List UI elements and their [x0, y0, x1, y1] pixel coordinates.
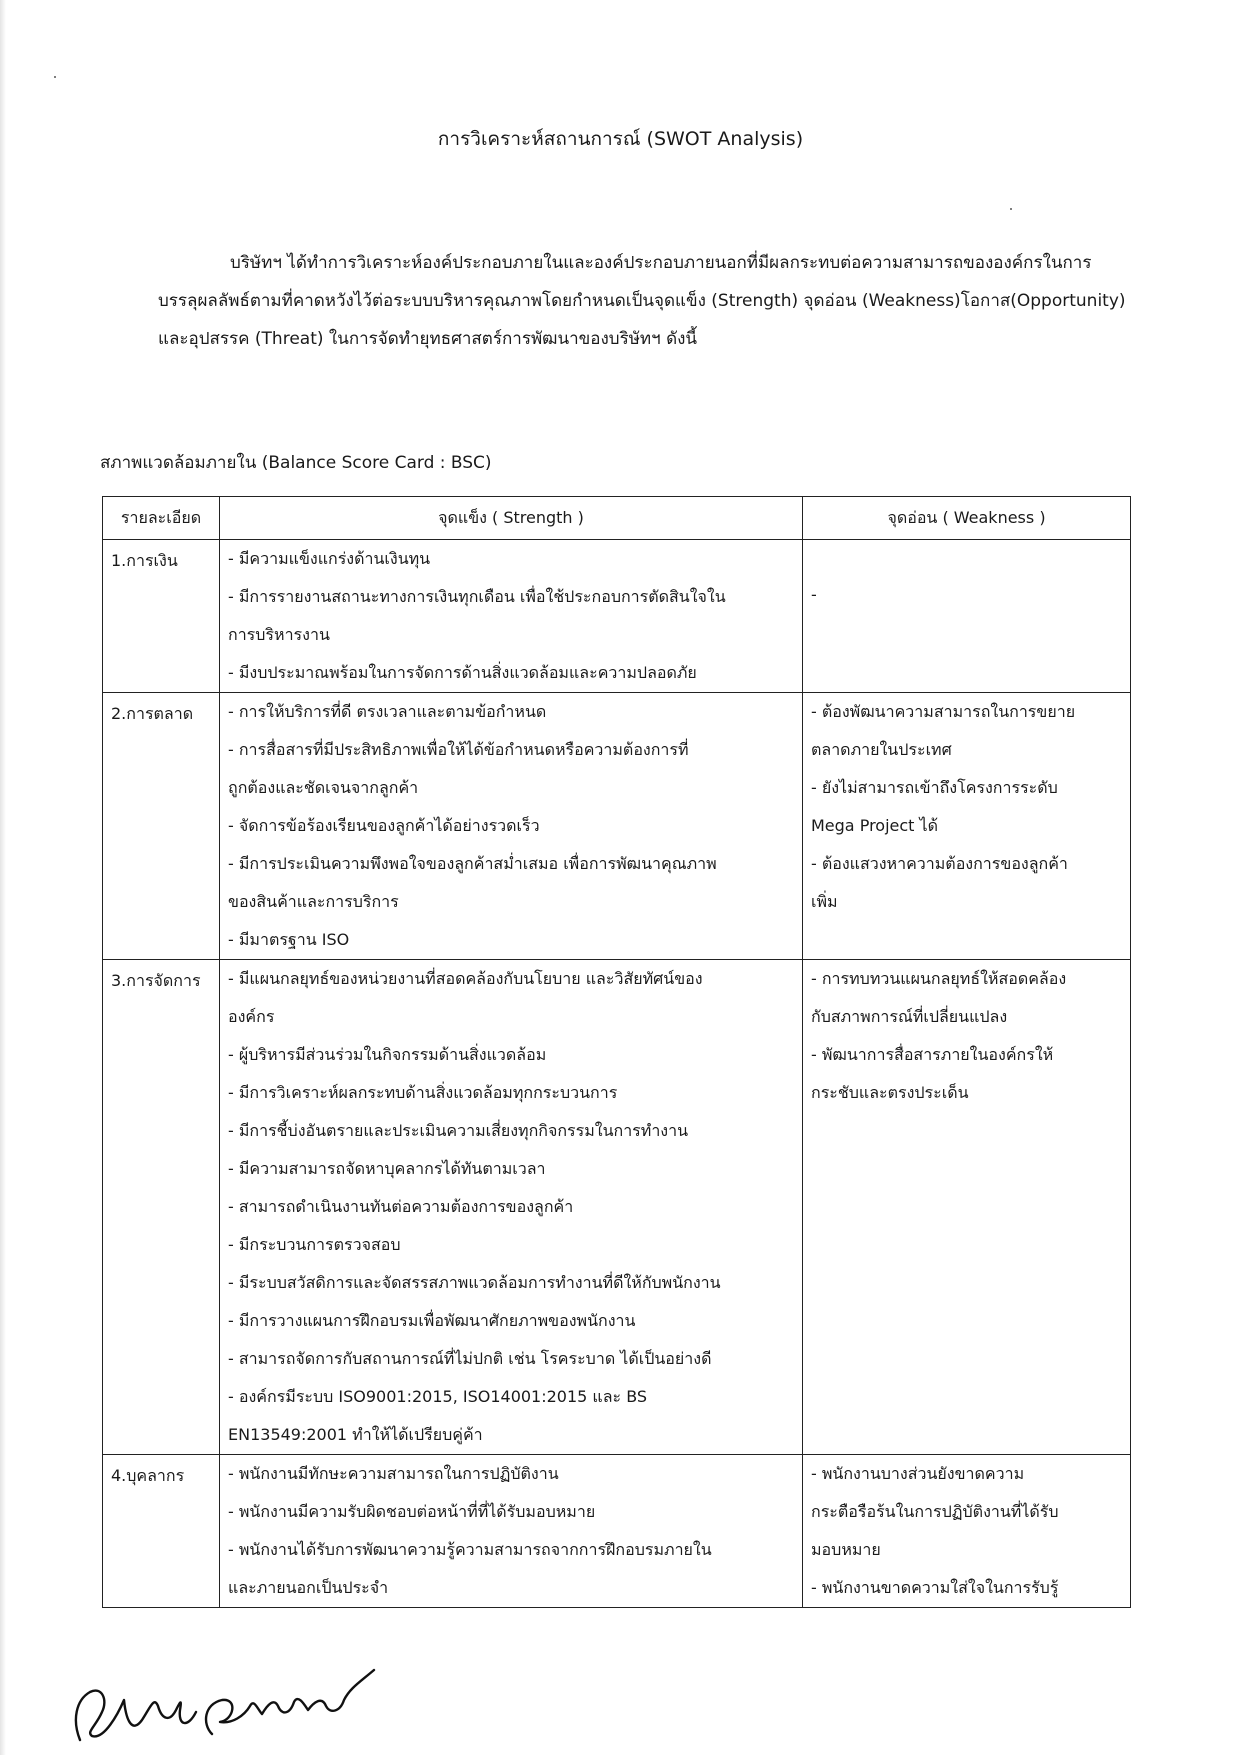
header-weakness: จุดอ่อน ( Weakness ) [803, 497, 1131, 540]
row-label-cell [103, 1455, 220, 1608]
strength-cell [220, 960, 803, 1455]
weakness-cell [803, 540, 1131, 693]
strength-item: - สามารถจัดการกับสถานการณ์ที่ไม่ปกติ เช่น โรคระบาด ได้เป็นอย่างดี [228, 1349, 712, 1368]
strength-item: - มีความสามารถจัดหาบุคลากรได้ทันตามเวลา [228, 1159, 546, 1178]
weakness-item: - พัฒนาการสื่อสารภายในองค์กรให้ [811, 1045, 1054, 1064]
strength-item: - มีการชี้บ่งอันตรายและประเมินความเสี่ยงทุกกิจกรรมในการทำงาน [228, 1121, 689, 1140]
weakness-cell [803, 1455, 1131, 1608]
strength-item: - มีความแข็งแกร่งด้านเงินทุน [228, 549, 431, 568]
weakness-item: กระตือรือร้นในการปฏิบัติงานที่ได้รับ [811, 1502, 1059, 1521]
strength-item: - พนักงานมีทักษะความสามารถในการปฏิบัติงาน [228, 1464, 559, 1483]
table-header-row [103, 497, 1131, 540]
header-strength: จุดแข็ง ( Strength ) [220, 497, 803, 540]
strength-item: - มีการวางแผนการฝึกอบรมเพื่อพัฒนาศักยภาพของพนักงาน [228, 1311, 636, 1330]
weakness-item: - ต้องพัฒนาความสามารถในการขยาย [811, 702, 1076, 721]
strength-item: องค์กร [228, 1007, 275, 1026]
handwritten-signature [62, 1640, 392, 1750]
intro-line: และอุปสรรค (Threat) ในการจัดทำยุทธศาสตร์การพัฒนาของบริษัทฯ ดังนี้ [158, 329, 698, 349]
strength-cell [220, 540, 803, 693]
weakness-item: เพิ่ม [811, 892, 838, 911]
strength-item: - การสื่อสารที่มีประสิทธิภาพเพื่อให้ได้ข้อกำหนดหรือความต้องการที่ [228, 740, 689, 759]
weakness-item: Mega Project ได้ [811, 816, 938, 835]
row-label: 1.การเงิน [111, 551, 178, 570]
strength-item: และภายนอกเป็นประจำ [228, 1578, 389, 1597]
row-label-cell [103, 960, 220, 1455]
header-detail: รายละเอียด [103, 497, 220, 540]
row-label: 3.การจัดการ [111, 971, 201, 990]
table-row-personnel [103, 1455, 1131, 1608]
page-title: การวิเคราะห์สถานการณ์ (SWOT Analysis) [437, 128, 804, 150]
weakness-item: กับสภาพการณ์ที่เปลี่ยนแปลง [811, 1007, 1008, 1026]
weakness-cell [803, 693, 1131, 960]
strength-item: - มีการประเมินความพึงพอใจของลูกค้าสม่ำเสมอ เพื่อการพัฒนาคุณภาพ [228, 854, 717, 873]
strength-cell [220, 693, 803, 960]
weakness-cell [803, 960, 1131, 1455]
strength-cell [220, 1455, 803, 1608]
weakness-item: ตลาดภายในประเทศ [811, 740, 952, 759]
row-label: 2.การตลาด [111, 704, 194, 723]
scan-edge [0, 0, 6, 1755]
weakness-item: กระชับและตรงประเด็น [811, 1083, 969, 1102]
strength-item: ถูกต้องและชัดเจนจากลูกค้า [228, 778, 419, 797]
weakness-item: - การทบทวนแผนกลยุทธ์ให้สอดคล้อง [811, 969, 1067, 988]
strength-item: - มีมาตรฐาน ISO [228, 930, 350, 949]
strength-item: - มีแผนกลยุทธ์ของหน่วยงานที่สอดคล้องกับนโยบาย และวิสัยทัศน์ของ [228, 969, 703, 988]
weakness-item: - ยังไม่สามารถเข้าถึงโครงการระดับ [811, 778, 1058, 797]
table-row-management [103, 960, 1131, 1455]
table-row-finance [103, 540, 1131, 693]
weakness-item: - [811, 585, 817, 604]
strength-item: การบริหารงาน [228, 625, 330, 644]
swot-table [102, 496, 1131, 1608]
intro-line: บรรลุผลลัพธ์ตามที่คาดหวังไว้ต่อระบบบริหารคุณภาพโดยกำหนดเป็นจุดแข็ง (Strength) จุดอ่อน (Weakness)โอกาส(Opportunity) [158, 291, 1126, 311]
section-heading: สภาพแวดล้อมภายใน (Balance Score Card : BSC) [100, 453, 492, 473]
strength-item: - พนักงานได้รับการพัฒนาความรู้ความสามารถจากการฝึกอบรมภายใน [228, 1540, 712, 1559]
weakness-item: - พนักงานขาดความใส่ใจในการรับรู้ [811, 1578, 1059, 1597]
strength-item: - มีระบบสวัสดิการและจัดสรรสภาพแวดล้อมการทำงานที่ดีให้กับพนักงาน [228, 1273, 721, 1292]
row-label: 4.บุคลากร [111, 1466, 185, 1485]
strength-item: ของสินค้าและการบริการ [228, 892, 399, 911]
strength-item: - การให้บริการที่ดี ตรงเวลาและตามข้อกำหนด [228, 702, 547, 721]
strength-item: - จัดการข้อร้องเรียนของลูกค้าได้อย่างรวดเร็ว [228, 816, 540, 835]
intro-line: บริษัทฯ ได้ทำการวิเคราะห์องค์ประกอบภายในและองค์ประกอบภายนอกที่มีผลกระทบต่อความสามารถขององค์กรในการ [230, 253, 1092, 273]
table-row-marketing [103, 693, 1131, 960]
row-label-cell [103, 540, 220, 693]
scan-speck [1010, 208, 1012, 210]
scan-speck [54, 76, 56, 78]
weakness-item: มอบหมาย [811, 1540, 881, 1559]
strength-item: - มีการรายงานสถานะทางการเงินทุกเดือน เพื่อใช้ประกอบการตัดสินใจใน [228, 587, 726, 606]
strength-item: - มีงบประมาณพร้อมในการจัดการด้านสิ่งแวดล้อมและความปลอดภัย [228, 663, 697, 682]
weakness-item: - พนักงานบางส่วนยังขาดความ [811, 1464, 1025, 1483]
row-label-cell [103, 693, 220, 960]
strength-item: - ผู้บริหารมีส่วนร่วมในกิจกรรมด้านสิ่งแวดล้อม [228, 1045, 547, 1064]
strength-item: - มีการวิเคราะห์ผลกระทบด้านสิ่งแวดล้อมทุกกระบวนการ [228, 1083, 618, 1102]
strength-item: - องค์กรมีระบบ ISO9001:2015, ISO14001:2015 และ BS [228, 1387, 648, 1406]
strength-item: - มีกระบวนการตรวจสอบ [228, 1235, 401, 1254]
strength-item: EN13549:2001 ทำให้ได้เปรียบคู่ค้า [228, 1425, 483, 1444]
strength-item: - พนักงานมีความรับผิดชอบต่อหน้าที่ที่ได้รับมอบหมาย [228, 1502, 596, 1521]
strength-item: - สามารถดำเนินงานทันต่อความต้องการของลูกค้า [228, 1197, 574, 1216]
intro-paragraph [158, 244, 1150, 358]
weakness-item: - ต้องแสวงหาความต้องการของลูกค้า [811, 854, 1068, 873]
